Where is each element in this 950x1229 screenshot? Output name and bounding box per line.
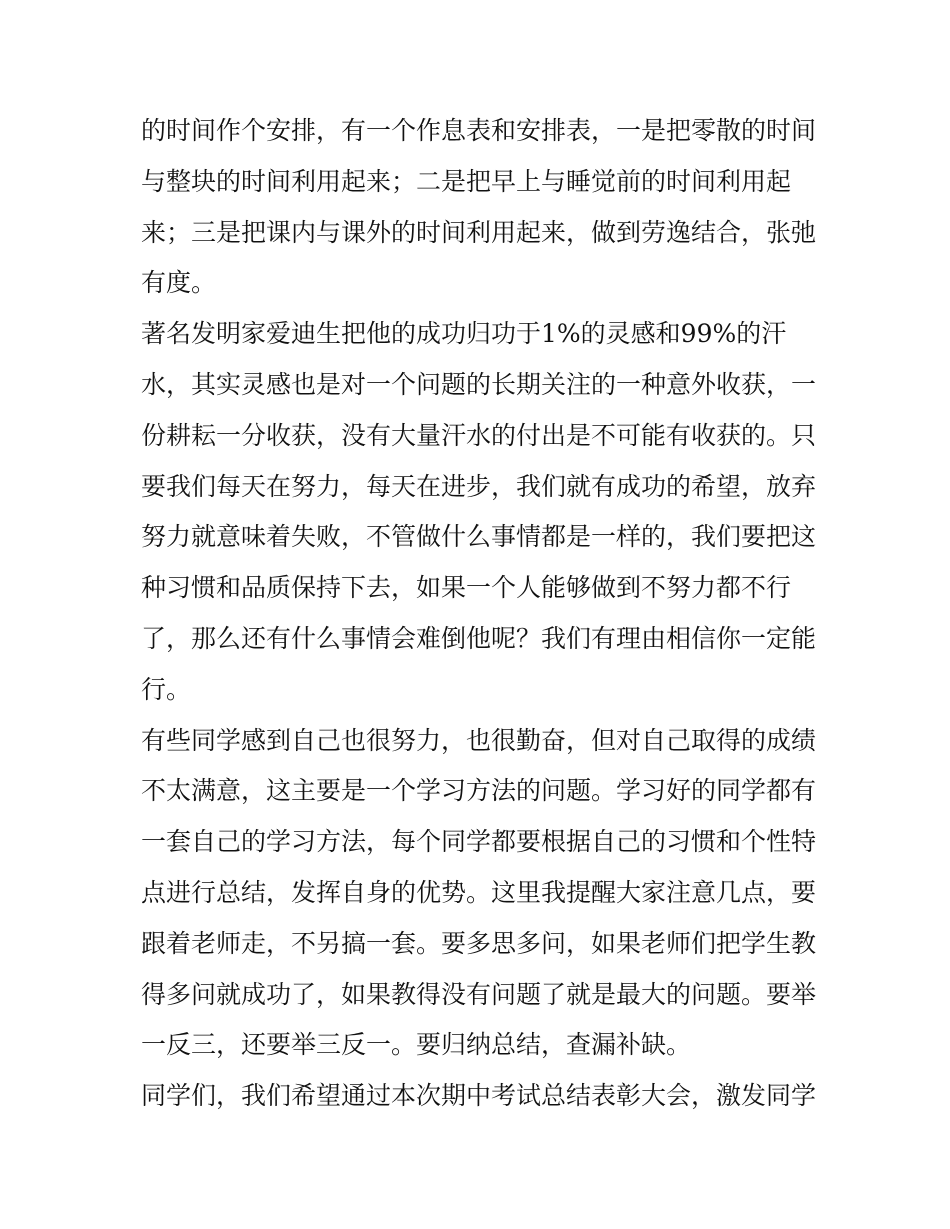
text-line: 水，其实灵感也是对一个问题的长期关注的一种意外收获，一	[141, 369, 817, 399]
paragraph	[141, 106, 821, 309]
text-line: 努力就意味着失败，不管做什么事情都是一样的，我们要把这	[141, 522, 817, 552]
text-line: 著名发明家爱迪生把他的成功归功于1%的灵感和99%的汗	[141, 319, 787, 349]
text-line: 了，那么还有什么事情会难倒他呢？我们有理由相信你一定能	[141, 623, 817, 653]
text-line: 与整块的时间利用起来；二是把早上与睡觉前的时间利用起	[141, 166, 792, 196]
text-line: 来；三是把课内与课外的时间利用起来，做到劳逸结合，张弛	[141, 217, 817, 247]
paragraph	[141, 1071, 821, 1122]
text-line: 不太满意，这主要是一个学习方法的问题。学习好的同学都有	[141, 776, 817, 806]
paragraph	[141, 309, 821, 715]
text-line: 得多问就成功了，如果教得没有问题了就是最大的问题。要举	[141, 979, 817, 1009]
text-line: 行。	[141, 674, 192, 704]
text-line: 有度。	[141, 268, 217, 298]
text-line: 跟着老师走，不另搞一套。要多思多问，如果老师们把学生教	[141, 928, 817, 958]
document-body	[141, 106, 821, 1122]
text-line: 一套自己的学习方法，每个同学都要根据自己的习惯和个性特	[141, 827, 817, 857]
text-line: 同学们，我们希望通过本次期中考试总结表彰大会，激发同学	[141, 1081, 817, 1111]
paragraph	[141, 716, 821, 1072]
text-line: 种习惯和品质保持下去，如果一个人能够做到不努力都不行	[141, 573, 792, 603]
text-line: 一反三，还要举三反一。要归纳总结，查漏补缺。	[141, 1030, 692, 1060]
text-line: 份耕耘一分收获，没有大量汗水的付出是不可能有收获的。只	[141, 420, 817, 450]
text-line: 点进行总结，发挥自身的优势。这里我提醒大家注意几点，要	[141, 877, 817, 907]
text-line: 的时间作个安排，有一个作息表和安排表，一是把零散的时间	[141, 116, 817, 145]
text-line: 要我们每天在努力，每天在进步，我们就有成功的希望，放弃	[141, 471, 817, 501]
text-line: 有些同学感到自己也很努力，也很勤奋，但对自己取得的成绩	[141, 725, 817, 755]
